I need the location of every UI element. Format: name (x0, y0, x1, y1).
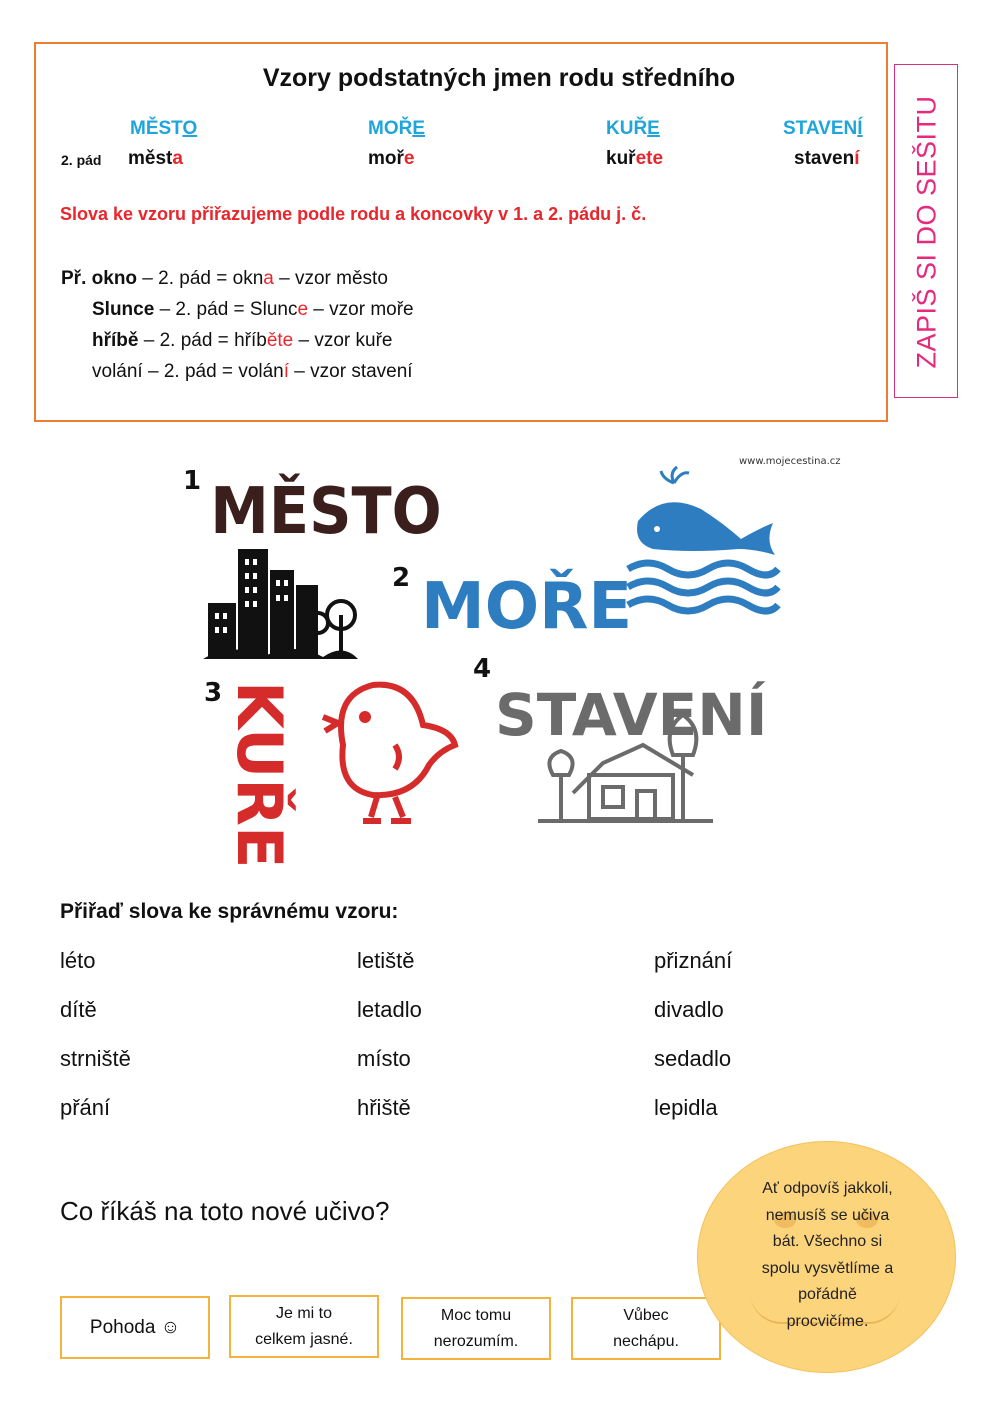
side-label: ZAPIŠ SI DO SEŠITU (894, 64, 958, 398)
whale-icon (628, 467, 778, 611)
number-3: 3 (204, 678, 223, 708)
example-1: Př. okno – 2. pád = okna – vzor město (61, 268, 388, 289)
word-item: letiště (357, 948, 415, 973)
word-item: dítě (60, 997, 97, 1022)
exercise-heading: Přiřaď slova ke správnému vzoru: (60, 900, 399, 923)
chick-icon (323, 685, 455, 821)
word-item: sedadlo (654, 1046, 732, 1071)
word-item: lepidla (654, 1095, 718, 1120)
word-item: letadlo (357, 997, 422, 1022)
pattern-kure: KUŘE (606, 118, 660, 139)
word-item: strniště (60, 1046, 131, 1071)
word-mesto: MĚSTO (210, 473, 442, 549)
option-nechapu-button[interactable]: Vůbec nechápu. (571, 1297, 721, 1360)
number-4: 4 (473, 654, 492, 684)
example-2: Slunce – 2. pád = Slunce – vzor moře (92, 299, 414, 320)
genitive-more: moře (368, 148, 415, 169)
pattern-mesto: MĚSTO (130, 118, 198, 139)
illustration (133, 445, 863, 867)
feedback-question: Co říkáš na toto nové učivo? (60, 1196, 390, 1226)
word-item: divadlo (654, 997, 724, 1022)
word-item: léto (60, 948, 96, 973)
encouragement-bubble (697, 1141, 956, 1373)
rule-text: Slova ke vzoru přiřazujeme podle rodu a koncovky v 1. a 2. pádu j. č. (60, 204, 647, 224)
number-1: 1 (183, 466, 202, 496)
number-2: 2 (392, 563, 411, 593)
word-kure: KUŘE (223, 681, 296, 867)
word-staveni: STAVENÍ (495, 681, 768, 749)
option-nerozumim-button[interactable]: Moc tomu nerozumím. (401, 1297, 551, 1360)
source-url: www.mojecestina.cz (739, 456, 841, 467)
pattern-more: MOŘE (368, 118, 426, 139)
bubble-text: Ať odpovíš jakkoli, nemusíš se učiva bát. Všechno si spolu vysvětlíme a pořádně procvičíme. (761, 1180, 894, 1330)
page-title: Vzory podstatných jmen rodu středního (262, 64, 736, 92)
word-item: přiznání (654, 948, 733, 973)
illustration-svg (133, 445, 863, 867)
word-more: MOŘE (421, 570, 633, 644)
word-item: místo (357, 1046, 411, 1071)
example-3: hříbě – 2. pád = hříběte – vzor kuře (92, 330, 393, 351)
example-4: volání – 2. pád = volání – vzor stavení (92, 361, 413, 382)
genitive-mesto: města (128, 148, 183, 169)
option-jasne-button[interactable]: Je mi to celkem jasné. (229, 1295, 379, 1358)
word-item: hřiště (357, 1095, 411, 1120)
option-pohoda-button[interactable]: Pohoda ☺ (60, 1296, 210, 1359)
pattern-staveni: STAVENÍ (783, 118, 863, 139)
city-icon (203, 549, 358, 659)
genitive-kure: kuřete (606, 148, 664, 169)
genitive-staveni: stavení (794, 148, 860, 169)
word-item: přání (60, 1095, 111, 1120)
case-label: 2. pád (61, 152, 102, 168)
